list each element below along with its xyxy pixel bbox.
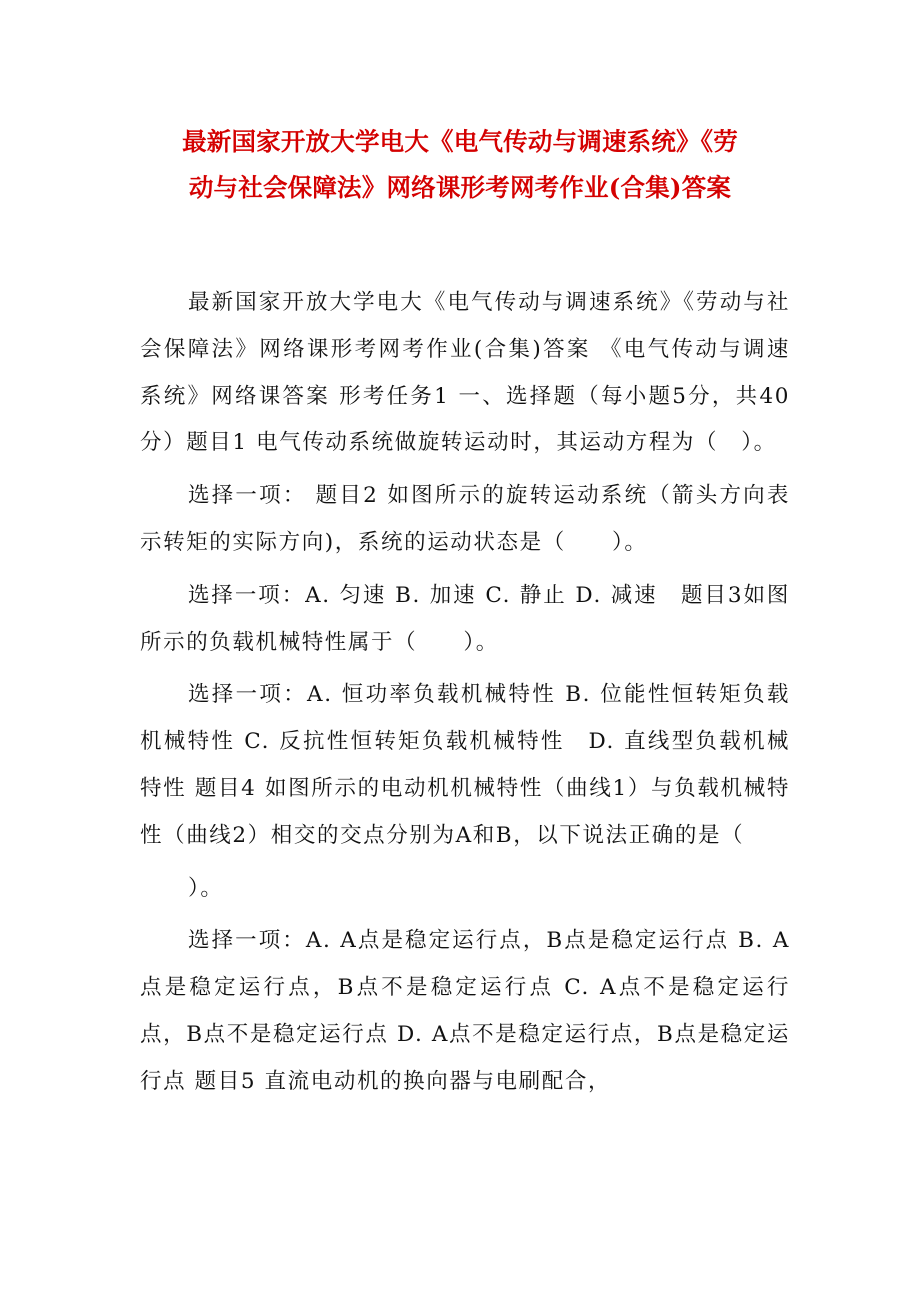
paragraph-question-2: 选择一项： 题目2 如图所示的旋转运动系统（箭头方向表示转矩的实际方向)，系统的运动状态是（ ）。 bbox=[140, 483, 790, 555]
paragraph-closing-bracket: ）。 bbox=[188, 875, 224, 901]
document-title bbox=[130, 119, 790, 211]
paragraph-question-4: 选择一项：A. 恒功率负载机械特性 B. 位能性恒转矩负载机械特性 C. 反抗性恒转矩负载机械特性 D. 直线型负载机械特性 题目4 如图所示的电动机机械特性（曲线1）与负载机械特性（曲线2）相交的交点分别为A和B，以下说法正确的是（ bbox=[140, 682, 790, 848]
title-line-2: 动与社会保障法》网络课形考网考作业(合集)答案 bbox=[188, 173, 732, 202]
document-body bbox=[140, 280, 790, 1112]
paragraph-intro: 最新国家开放大学电大《电气传动与调速系统》《劳动与社会保障法》网络课形考网考作业(合集)答案 《电气传动与调速系统》网络课答案 形考任务1 一、选择题（每小题5分，共40分）题目1 电气传动系统做旋转运动时，其运动方程为（ ）。 bbox=[140, 290, 790, 456]
title-line-1: 最新国家开放大学电大《电气传动与调速系统》《劳 bbox=[182, 127, 738, 156]
paragraph-question-4-options: 选择一项：A. A点是稳定运行点，B点是稳定运行点 B. A点是稳定运行点，B点不是稳定运行点 C. A点不是稳定运行点，B点不是稳定运行点 D. A点不是稳定运行点，B点是稳定运行点 题目5 直流电动机的换向器与电刷配合， bbox=[140, 928, 790, 1094]
paragraph-question-3: 选择一项：A. 匀速 B. 加速 C. 静止 D. 减速 题目3如图所示的负载机械特性属于（ ）。 bbox=[140, 582, 790, 655]
